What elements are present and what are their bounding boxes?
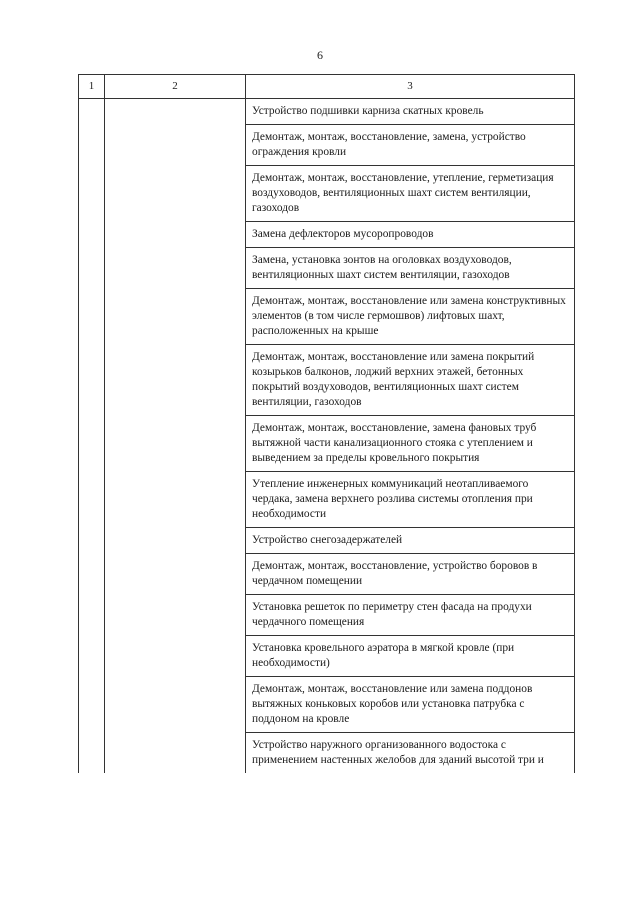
column-2-cell [105, 99, 246, 774]
work-item: Демонтаж, монтаж, восстановление или замена конструктивных элементов (в том числе гермошвов) лифтовых шахт, расположенных на крыше [245, 289, 575, 345]
page-number: 6 [317, 48, 323, 62]
work-item: Установка решеток по периметру стен фасада на продухи чердачного помещения [245, 595, 575, 636]
work-item: Устройство наружного организованного водостока с применением настенных желобов для зданий высотой три и [245, 733, 575, 773]
work-item: Утепление инженерных коммуникаций неотапливаемого чердака, замена верхнего розлива системы отопления при необходимости [245, 472, 575, 528]
table-body-row [79, 99, 575, 774]
work-item: Устройство подшивки карниза скатных кровель [245, 99, 575, 125]
work-item: Демонтаж, монтаж, восстановление или замена покрытий козырьков балконов, лоджий верхних этажей, бетонных покрытий воздуховодов, вентиляционных шахт систем вентиляции, газоходов [245, 345, 575, 416]
work-item: Замена дефлекторов мусоропроводов [245, 222, 575, 248]
work-item: Замена, установка зонтов на оголовках воздуховодов, вентиляционных шахт систем вентиляции, газоходов [245, 248, 575, 289]
work-item: Демонтаж, монтаж, восстановление, утепление, герметизация воздуховодов, вентиляционных шахт систем вентиляции, газоходов [245, 166, 575, 222]
work-item: Демонтаж, монтаж, восстановление, замена фановых труб вытяжной части канализационного стояка с утеплением и выведением за пределы кровельного покрытия [245, 416, 575, 472]
work-item: Установка кровельного аэратора в мягкой кровле (при необходимости) [245, 636, 575, 677]
column-3-cell [246, 99, 575, 774]
column-header-3: 3 [246, 75, 575, 99]
column-1-cell [79, 99, 105, 774]
column-header-2: 2 [105, 75, 246, 99]
work-item: Демонтаж, монтаж, восстановление или замена поддонов вытяжных коньковых коробов или установка патрубка с поддоном на кровле [245, 677, 575, 733]
table-header-row [79, 75, 575, 99]
work-item: Демонтаж, монтаж, восстановление, замена, устройство ограждения кровли [245, 125, 575, 166]
work-item: Демонтаж, монтаж, восстановление, устройство боровов в чердачном помещении [245, 554, 575, 595]
works-table [78, 74, 575, 773]
work-items-list [246, 99, 574, 773]
work-item: Устройство снегозадержателей [245, 528, 575, 554]
column-header-1: 1 [79, 75, 105, 99]
